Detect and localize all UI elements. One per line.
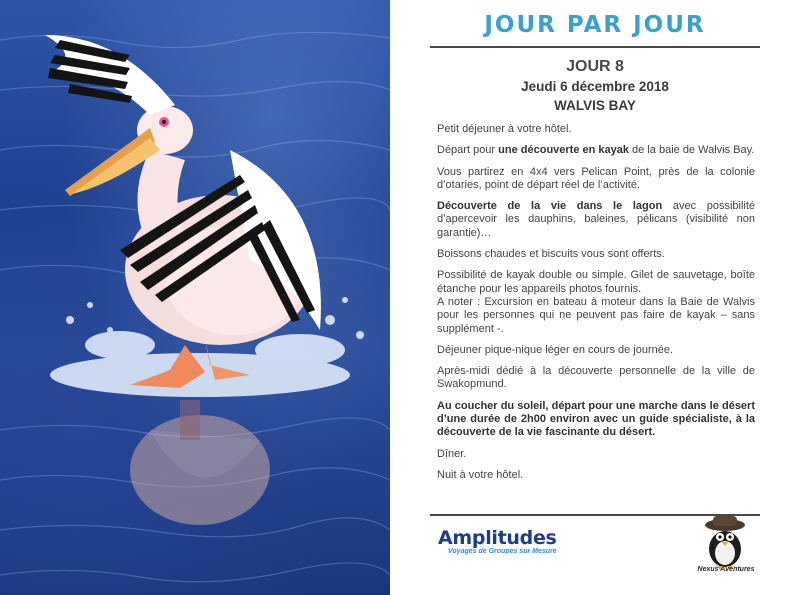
day-location: WALVIS BAY	[554, 98, 636, 113]
text-highlight: Découverte de la vie dans le lagon	[437, 200, 663, 213]
itinerary-panel	[390, 0, 795, 595]
paragraph-night: Nuit à votre hôtel.	[437, 468, 524, 481]
paragraph-note: A noter : Excursion en bateau à moteur dans la Baie de Walvis pour les personnes qui ne peuvent pas faire de kayak – sans supplément -.	[437, 295, 755, 335]
text-fragment: Départ pour	[437, 144, 499, 157]
page-title: JOUR PAR JOUR	[484, 12, 706, 38]
paragraph-afternoon: Après-midi dédié à la découverte personnelle de la ville de Swakopmund.	[437, 365, 755, 391]
amplitudes-name: Amplitudes	[438, 527, 557, 549]
paragraph-lagoon	[437, 200, 755, 240]
itinerary-text	[437, 123, 755, 490]
paragraph-breakfast: Petit déjeuner à votre hôtel.	[437, 123, 572, 135]
paragraph-drinks: Boissons chaudes et biscuits vous sont offerts.	[437, 248, 665, 261]
title-divider	[430, 46, 760, 48]
text-fragment: de la baie de Walvis Bay.	[629, 144, 755, 157]
amplitudes-tagline: Voyages de Groupes sur Mesure	[448, 548, 557, 555]
paragraph-sunset-walk: Au coucher du soleil, départ pour une marche dans le désert d’une durée de 2h00 environ avec un guide spécialiste, à la découverte de la vie fascinante du désert.	[437, 399, 755, 439]
paragraph-lunch: Déjeuner pique-nique léger en cours de journée.	[437, 343, 674, 356]
paragraph-dinner: Dîner.	[437, 447, 467, 460]
nexus-name: Nexus Aventures	[697, 566, 755, 573]
paragraph-4x4: Vous partirez en 4x4 vers Pelican Point, près de la colonie d’otaries, point de départ réel de l’activité.	[437, 165, 755, 191]
amplitudes-logo	[438, 527, 588, 567]
text-fragment: avec possibilité d’apercevoir les dauphins, baleines, pélicans (visibilité non garantie)…	[437, 200, 756, 239]
pelican-illustration	[0, 0, 390, 595]
paragraph-kayak	[437, 144, 755, 157]
text-highlight: une découverte en kayak	[498, 144, 629, 157]
day-date: Jeudi 6 décembre 2018	[521, 79, 669, 94]
pelican-photo	[0, 0, 390, 595]
day-number: JOUR 8	[566, 58, 624, 75]
paragraph-kayak-options: Possibilité de kayak double ou simple. Gilet de sauvetage, boîte étanche pour les appareils photos fournis.	[437, 269, 755, 295]
